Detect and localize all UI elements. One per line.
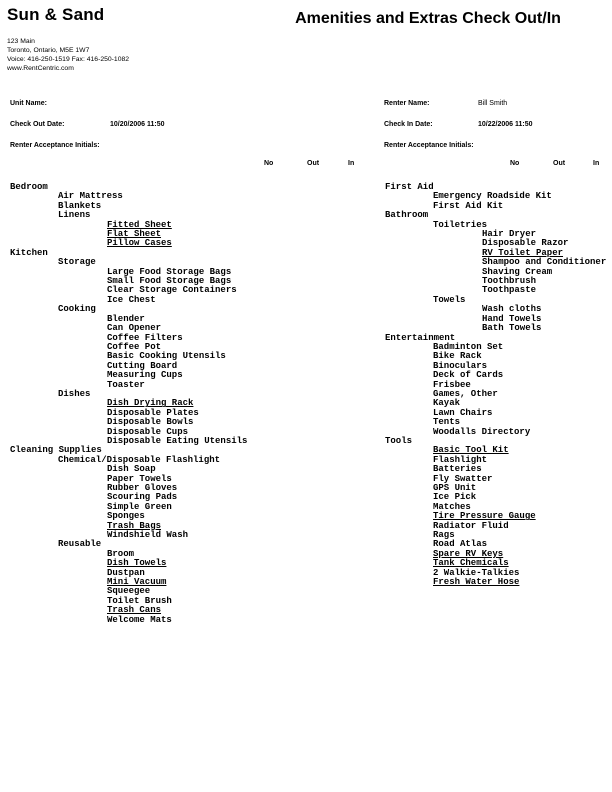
checklist-item: Towels <box>433 294 466 305</box>
check-in-date-label: Check In Date: <box>384 121 433 128</box>
checklist-item: Dish Soap <box>107 464 156 475</box>
checklist-item: Bath Towels <box>482 323 542 334</box>
checklist-item: Toothbrush <box>482 276 537 287</box>
unit-name-label: Unit Name: <box>10 100 47 107</box>
checklist-item: Ice Pick <box>433 492 477 503</box>
checklist-item: Road Atlas <box>433 539 488 550</box>
renter-name-value: Bill Smith <box>478 100 508 107</box>
company-name: Sun & Sand <box>7 5 105 24</box>
checklist-item: Basic Cooking Utensils <box>107 351 226 362</box>
checklist-item: Reusable <box>58 539 102 550</box>
checklist-item: Binoculars <box>433 360 488 371</box>
checklist-item: Cooking <box>58 304 96 315</box>
checklist-item: Disposable Bowls <box>107 417 194 428</box>
column-header-no: No <box>264 160 274 167</box>
checklist-item: Toilet Brush <box>107 595 172 606</box>
checklist-left-column <box>10 183 247 625</box>
checklist-item: GPS Unit <box>433 483 477 493</box>
checklist-item: Mini Vacuum <box>107 577 167 588</box>
checklist-item: Toothpaste <box>482 285 537 296</box>
checklist-item: Tire Pressure Gauge <box>433 511 536 522</box>
checklist-item: First Aid Kit <box>433 200 504 211</box>
checklist-item: Hair Dryer <box>482 229 537 240</box>
checklist-item: Shampoo and Conditioner <box>482 257 607 268</box>
checklist-item: Windshield Wash <box>107 530 189 541</box>
checklist-item: Small Food Storage Bags <box>107 276 232 287</box>
checklist-item: Disposable Cups <box>107 426 189 437</box>
checklist-item: Simple Green <box>107 501 172 512</box>
checklist-item: Disposable Razor <box>482 238 569 249</box>
checklist-item: Coffee Filters <box>107 332 183 343</box>
checklist-item: Coffee Pot <box>107 341 162 352</box>
checklist-item: Rubber Gloves <box>107 483 178 493</box>
checklist-item: Pillow Cases <box>107 238 172 249</box>
checklist-item: Scouring Pads <box>107 492 178 503</box>
checklist-item: Flashlight <box>433 454 488 465</box>
checklist-item: Broom <box>107 548 135 559</box>
checklist-item: Entertainment <box>385 332 456 343</box>
checklist-item: Linens <box>58 210 91 221</box>
checklist-item: Squeegee <box>107 586 151 597</box>
checklist-item: Spare RV Keys <box>433 548 504 559</box>
checklist-item: Blankets <box>58 200 102 211</box>
checklist-item: First Aid <box>385 182 434 192</box>
column-header-out: Out <box>307 160 320 167</box>
check-out-date-value: 10/20/2006 11:50 <box>110 121 165 128</box>
checklist-item: Disposable Eating Utensils <box>107 435 248 446</box>
checklist-item: Ice Chest <box>107 294 156 305</box>
checklist-item: Toaster <box>107 379 145 390</box>
checklist-item: Rags <box>433 530 455 541</box>
checklist-item: Toiletries <box>433 219 488 230</box>
renter-initials-label-right: Renter Acceptance Initials: <box>384 142 474 149</box>
address-line: 123 Main <box>7 38 35 45</box>
checklist-item: Large Food Storage Bags <box>107 266 232 277</box>
company-address <box>7 37 129 73</box>
checklist-item: Dishes <box>58 388 91 399</box>
checklist-item: Wash cloths <box>482 304 542 315</box>
checklist-item: Bedroom <box>10 182 48 192</box>
checklist-item: Batteries <box>433 464 482 475</box>
checklist-item: Paper Towels <box>107 473 172 484</box>
renter-name-label: Renter Name: <box>384 100 430 107</box>
checklist-item: Dustpan <box>107 567 145 578</box>
document-title: Amenities and Extras Check Out/In <box>295 10 561 27</box>
checklist-item: Welcome Mats <box>107 614 172 625</box>
checklist-item: Dish Drying Rack <box>107 398 194 409</box>
checklist-item: RV Toilet Paper <box>482 247 564 258</box>
checklist-item: Radiator Fluid <box>433 520 509 531</box>
checklist-item: Basic Tool Kit <box>433 445 509 456</box>
checklist-item: Tents <box>433 417 461 428</box>
checklist-item: Blender <box>107 313 145 324</box>
checklist-item: Lawn Chairs <box>433 407 493 418</box>
checklist-item: Air Mattress <box>58 191 123 202</box>
checklist-item: Badminton Set <box>433 341 504 352</box>
address-line: Toronto, Ontario, M5E 1W7 <box>7 47 90 54</box>
checklist-item: Trash Bags <box>107 520 162 531</box>
checklist-item: Tank Chemicals <box>433 558 509 569</box>
checklist-item: Disposable Plates <box>107 407 199 418</box>
checklist-item: Bathroom <box>385 210 429 221</box>
checklist-item: Fresh Water Hose <box>433 577 520 588</box>
checklist-item: Clear Storage Containers <box>107 285 237 296</box>
checklist-item: Woodalls Directory <box>433 426 531 437</box>
checklist-item: Kitchen <box>10 247 48 258</box>
checklist-right-column <box>385 183 606 587</box>
checklist-item: Fitted Sheet <box>107 219 172 230</box>
renter-initials-label-left: Renter Acceptance Initials: <box>10 142 100 149</box>
checklist-item: Frisbee <box>433 379 471 390</box>
checklist-item: Dish Towels <box>107 558 167 569</box>
checklist-item: Cleaning Supplies <box>10 445 102 456</box>
checklist-item: Bike Rack <box>433 351 482 362</box>
checklist-item: Cutting Board <box>107 360 178 371</box>
checklist-item: Deck of Cards <box>433 370 504 381</box>
checklist-item: Tools <box>385 435 413 446</box>
checklist-item: Flat Sheet <box>107 229 162 240</box>
check-in-date-value: 10/22/2006 11:50 <box>478 121 533 128</box>
checklist-item: Sponges <box>107 511 145 522</box>
checklist-item: Games, Other <box>433 388 498 399</box>
checklist-item: Measuring Cups <box>107 370 183 381</box>
checklist-item: Storage <box>58 257 96 268</box>
checklist-item: Chemical/Disposable Flashlight <box>58 454 221 465</box>
checklist-item: Matches <box>433 501 471 512</box>
checklist-item: Hand Towels <box>482 313 542 324</box>
checklist-item: Emergency Roadside Kit <box>433 191 552 202</box>
checklist-item: Kayak <box>433 398 461 409</box>
checklist-item: Can Opener <box>107 323 162 334</box>
checklist-item: Fly Swatter <box>433 473 493 484</box>
address-line: Voice: 416-250-1519 Fax: 416-250-1082 <box>7 56 130 63</box>
column-header-in: In <box>593 160 600 167</box>
column-header-no: No <box>510 160 520 167</box>
checklist-item: 2 Walkie-Talkies <box>433 567 520 578</box>
checklist-item: Shaving Cream <box>482 266 553 277</box>
column-header-in: In <box>348 160 355 167</box>
checklist-item: Trash Cans <box>107 605 162 616</box>
column-header-out: Out <box>553 160 566 167</box>
check-out-date-label: Check Out Date: <box>10 121 65 128</box>
address-line-website: www.RentCentric.com <box>7 65 74 72</box>
